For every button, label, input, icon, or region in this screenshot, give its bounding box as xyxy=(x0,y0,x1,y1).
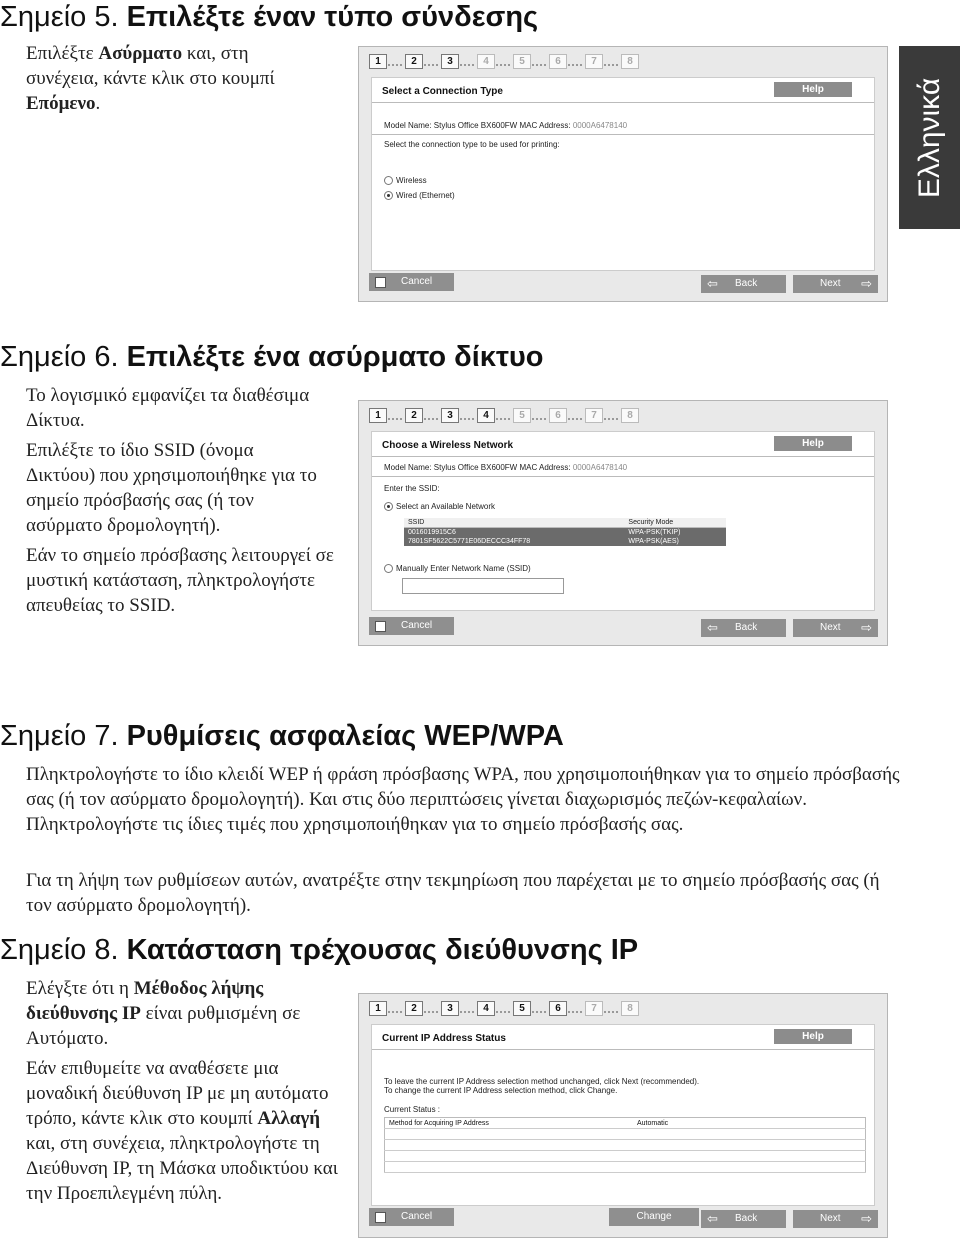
cancel-label: Cancel xyxy=(401,620,433,631)
wizard-step: 5 xyxy=(513,1001,531,1016)
step8-para1 xyxy=(26,976,336,1051)
method-value: Automatic xyxy=(633,1118,866,1129)
wizard-step: 7 xyxy=(585,408,603,423)
wizard-panel xyxy=(371,431,875,611)
arrow-left-icon: ⇦ xyxy=(707,276,718,291)
ip-status-table xyxy=(384,1117,866,1173)
next-button[interactable] xyxy=(793,1210,878,1228)
table-row xyxy=(385,1129,866,1140)
cancel-button[interactable] xyxy=(369,617,454,635)
wizard-steps xyxy=(369,54,639,69)
wizard-step: 2 xyxy=(405,408,423,423)
wizard-step: 4 xyxy=(477,408,495,423)
arrow-right-icon: ⇨ xyxy=(861,276,872,291)
arrow-left-icon: ⇦ xyxy=(707,1211,718,1226)
ssid-cell: 7801SF5622C5771E06DECCC34FF78 xyxy=(404,537,624,546)
wizard-step: 2 xyxy=(405,1001,423,1016)
help-button[interactable]: Help xyxy=(774,1029,852,1044)
step8-para2-text: και, στη συνέχεια, πληκτρολογήστε τη Διεύθυνση IP, τη Μάσκα υποδικτύου και την Προεπιλεγμένη πύλη. xyxy=(26,1133,338,1204)
cancel-button[interactable] xyxy=(369,273,454,291)
step8-title: Κατάσταση τρέχουσας διεύθυνσης IP xyxy=(126,934,639,966)
step5-title: Επιλέξτε έναν τύπο σύνδεσης xyxy=(126,1,539,33)
divider xyxy=(372,102,874,103)
table-row xyxy=(385,1118,866,1129)
help-button[interactable]: Help xyxy=(774,82,852,97)
wizard-panel xyxy=(371,1024,875,1206)
available-network-label: Select an Available Network xyxy=(396,502,496,511)
wired-option[interactable] xyxy=(384,191,455,200)
manual-ssid-label: Manually Enter Network Name (SSID) xyxy=(396,564,531,573)
next-button[interactable] xyxy=(793,619,878,637)
wizard-step: 2 xyxy=(405,54,423,69)
language-tab-label: Ελληνικά xyxy=(912,77,946,198)
step6-para1: Το λογισμικό εμφανίζει τα διαθέσιμα Δίκτυα. xyxy=(26,385,310,431)
next-label: Next xyxy=(820,1213,841,1224)
checkbox-icon xyxy=(375,277,386,288)
wireless-option[interactable] xyxy=(384,176,427,185)
cancel-button[interactable] xyxy=(369,1208,454,1226)
checkbox-icon xyxy=(375,621,386,632)
step5-body-text: Επιλέξτε xyxy=(26,43,99,64)
next-label: Next xyxy=(820,622,841,633)
wizard-step: 8 xyxy=(621,1001,639,1016)
step7-heading xyxy=(0,719,564,753)
wizard-step: 3 xyxy=(441,54,459,69)
panel-title: Select a Connection Type xyxy=(382,86,503,97)
cancel-label: Cancel xyxy=(401,1211,433,1222)
mac-address: 0000A6478140 xyxy=(572,121,628,130)
back-button[interactable] xyxy=(701,275,786,293)
wireless-network-screenshot xyxy=(358,400,888,646)
wizard-step: 5 xyxy=(513,408,531,423)
manual-ssid-option[interactable] xyxy=(384,564,531,573)
step6-number: Σημείο 6. xyxy=(0,341,119,373)
step7-title: Ρυθμίσεις ασφαλείας WEP/WPA xyxy=(126,720,564,752)
wizard-step: 6 xyxy=(549,54,567,69)
arrow-right-icon: ⇨ xyxy=(861,620,872,635)
security-column-header: Security Mode xyxy=(624,518,726,528)
instruction-line: To change the current IP Address selection method, click Change. xyxy=(384,1086,618,1095)
wizard-step: 6 xyxy=(549,1001,567,1016)
table-row[interactable] xyxy=(404,537,726,546)
step5-body-text: και, στη συνέχεια, κάντε κλικ στο κουμπί xyxy=(26,43,275,89)
back-label: Back xyxy=(735,622,758,633)
ssid-column-header: SSID xyxy=(404,518,624,528)
current-status-label: Current Status : xyxy=(384,1105,441,1114)
next-label: Next xyxy=(820,278,841,289)
model-info xyxy=(384,463,627,472)
back-label: Back xyxy=(735,278,758,289)
step7-number: Σημείο 7. xyxy=(0,720,119,752)
wizard-step: 1 xyxy=(369,54,387,69)
arrow-right-icon: ⇨ xyxy=(861,1211,872,1226)
step6-title: Επιλέξτε ένα ασύρματο δίκτυο xyxy=(126,341,544,373)
step5-number: Σημείο 5. xyxy=(0,1,119,33)
step8-para1-text: είναι ρυθμισμένη σε Αυτόματο. xyxy=(26,1003,301,1049)
step8-para2 xyxy=(26,1056,344,1206)
ip-method-term: Μέθοδος λήψης διεύθυνσης IP xyxy=(26,978,264,1024)
panel-title: Choose a Wireless Network xyxy=(382,440,514,451)
wizard-step: 4 xyxy=(477,1001,495,1016)
language-tab xyxy=(899,46,960,229)
step8-para2-text: Εάν επιθυμείτε να αναθέσετε μια μοναδική διεύθυνση IP με μη αυτόματο τρόπο, κάντε κλικ στο κουμπί xyxy=(26,1058,329,1129)
available-network-option[interactable] xyxy=(384,502,495,511)
mac-address: 0000A6478140 xyxy=(572,463,628,472)
enter-ssid-label: Enter the SSID: xyxy=(384,484,440,493)
step8-heading xyxy=(0,933,638,967)
wizard-step: 8 xyxy=(621,408,639,423)
instruction-line: To leave the current IP Address selection method unchanged, click Next (recommended). xyxy=(384,1077,700,1086)
step5-body xyxy=(26,41,306,116)
divider xyxy=(372,1049,874,1050)
wizard-step: 1 xyxy=(369,1001,387,1016)
radio-selected-icon xyxy=(384,191,393,200)
wizard-step: 6 xyxy=(549,408,567,423)
ssid-cell: 0016019915C6 xyxy=(404,528,624,538)
wizard-step: 4 xyxy=(477,54,495,69)
wired-option-label: Wired (Ethernet) xyxy=(396,191,455,200)
wizard-step: 3 xyxy=(441,1001,459,1016)
wizard-steps xyxy=(369,1001,639,1016)
back-label: Back xyxy=(735,1213,758,1224)
step8-para1-text: Ελέγξτε ότι η xyxy=(26,978,134,999)
divider xyxy=(372,456,874,457)
arrow-left-icon: ⇦ xyxy=(707,620,718,635)
step5-body-text: . xyxy=(95,93,101,114)
step6-para3: Εάν το σημείο πρόσβασης λειτουργεί σε μυστική κατάσταση, πληκτρολογήστε απευθείας το SSID. xyxy=(26,545,334,616)
divider xyxy=(372,134,874,135)
model-line: Model Name: Stylus Office BX600FW MAC Address: xyxy=(384,463,571,472)
next-button[interactable] xyxy=(793,275,878,293)
next-term: Επόμενο xyxy=(26,93,96,114)
panel-title: Current IP Address Status xyxy=(382,1033,506,1044)
security-cell: WPA-PSK(AES) xyxy=(624,537,726,546)
wizard-step: 7 xyxy=(585,54,603,69)
cancel-label: Cancel xyxy=(401,276,433,287)
wireless-term: Ασύρματο xyxy=(98,43,183,64)
wizard-step: 1 xyxy=(369,408,387,423)
network-table xyxy=(404,518,726,546)
divider xyxy=(372,476,874,477)
step7-para1: Πληκτρολογήστε το ίδιο κλειδί WEP ή φράση πρόσβασης WPA, που χρησιμοποιήθηκαν για το σημείο πρόσβασής σας (ή τον ασύρματο δρομολογητή). Και στις δύο περιπτώσεις γίνεται διαχωρισμός πεζών-κεφαλαίων. Πληκτρολογήστε τις ίδιες τιμές που χρησιμοποιήθηκαν για το σημείο πρόσβασής σας. xyxy=(26,764,900,835)
wizard-step: 8 xyxy=(621,54,639,69)
table-row xyxy=(385,1151,866,1162)
wizard-step: 7 xyxy=(585,1001,603,1016)
change-term: Αλλαγή xyxy=(257,1108,321,1129)
radio-icon xyxy=(384,564,393,573)
table-row xyxy=(385,1162,866,1173)
wizard-step: 3 xyxy=(441,408,459,423)
wizard-steps xyxy=(369,408,639,423)
model-info xyxy=(384,121,627,130)
connection-type-screenshot xyxy=(358,46,888,302)
wireless-option-label: Wireless xyxy=(396,176,427,185)
back-button[interactable] xyxy=(701,619,786,637)
step7-para2: Για τη λήψη των ρυθμίσεων αυτών, ανατρέξτε στην τεκμηρίωση που παρέχεται με το σημείο πρόσβασής σας (ή τον ασύρματο δρομολογητή). xyxy=(26,870,880,916)
ip-status-screenshot xyxy=(358,993,888,1238)
back-button[interactable] xyxy=(701,1210,786,1228)
step6-para2: Επιλέξτε το ίδιο SSID (όνομα Δικτύου) που χρησιμοποιήθηκε για το σημείο πρόσβασής σας (ή τον ασύρματο δρομολογητή). xyxy=(26,440,317,536)
radio-selected-icon xyxy=(384,502,393,511)
table-row xyxy=(385,1140,866,1151)
change-button[interactable]: Change xyxy=(609,1208,699,1226)
checkbox-icon xyxy=(375,1212,386,1223)
help-button[interactable]: Help xyxy=(774,436,852,451)
model-line: Model Name: Stylus Office BX600FW MAC Address: xyxy=(384,121,571,130)
wizard-panel xyxy=(371,77,875,271)
ssid-input[interactable] xyxy=(402,578,564,594)
instruction-text: Select the connection type to be used for printing: xyxy=(384,140,560,149)
security-cell: WPA-PSK(TKIP) xyxy=(624,528,726,538)
step8-number: Σημείο 8. xyxy=(0,934,119,966)
table-header-row xyxy=(404,518,726,528)
radio-icon xyxy=(384,176,393,185)
step6-heading xyxy=(0,340,543,374)
step5-heading xyxy=(0,0,538,34)
method-label: Method for Acquiring IP Address xyxy=(385,1118,634,1129)
table-row[interactable] xyxy=(404,528,726,538)
wizard-step: 5 xyxy=(513,54,531,69)
